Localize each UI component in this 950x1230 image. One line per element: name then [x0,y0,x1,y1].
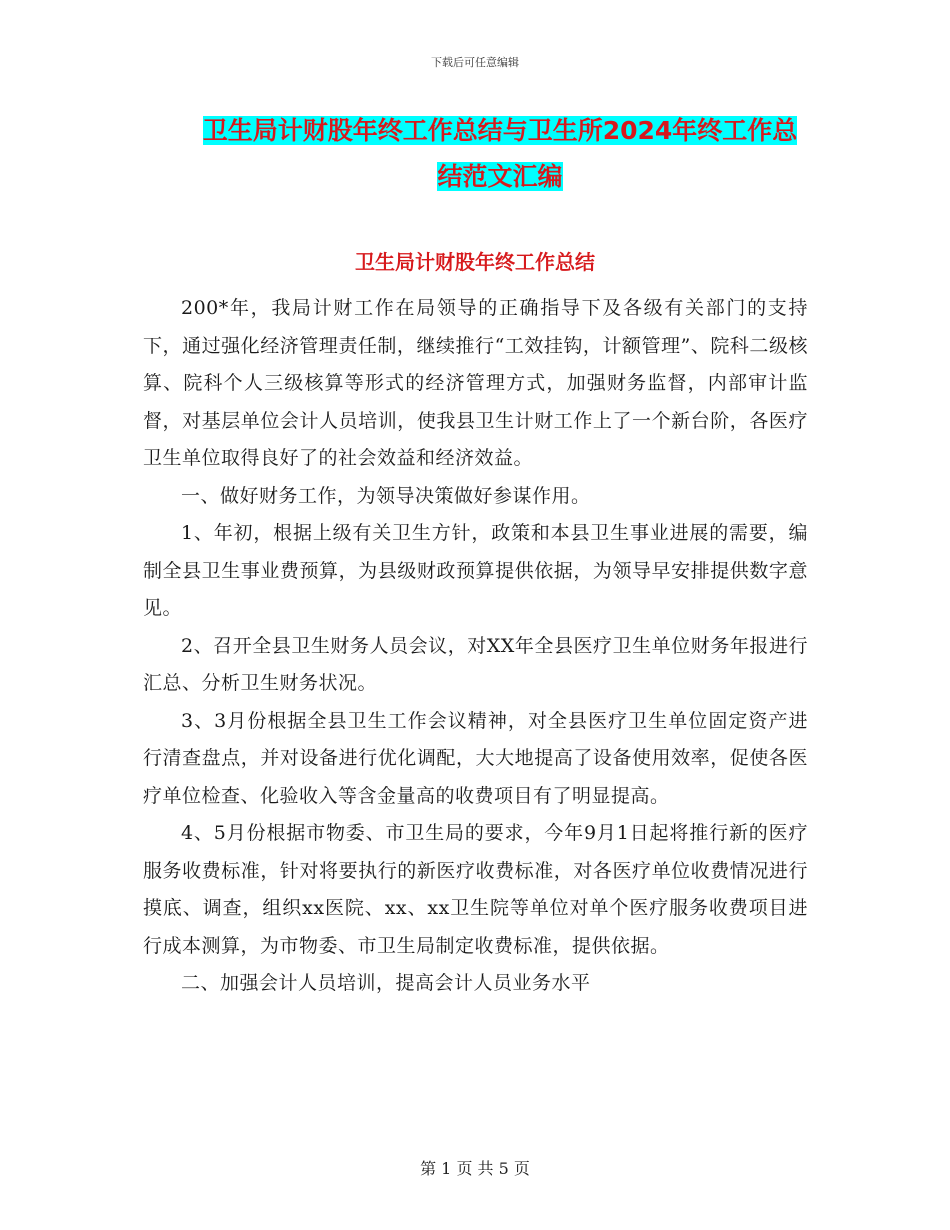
paragraph-item-3: 3、3月份根据全县卫生工作会议精神，对全县医疗卫生单位固定资产进行清查盘点，并对设备进行优化调配，大大地提高了设备使用效率，促使各医疗单位检查、化验收入等含金量高的收费项目有了明显提高。 [143,709,808,807]
document-title-line-1: 卫生局计财股年终工作总结与卫生所2024年终工作总 [202,116,798,145]
document-title-line-2: 结范文汇编 [437,162,563,191]
paragraph-heading-2: 二、加强会计人员培训，提高会计人员业务水平 [181,972,591,994]
section-title: 卫生局计财股年终工作总结 [355,250,595,274]
paragraph-item-4: 4、5月份根据市物委、市卫生局的要求，今年9月1日起将推行新的医疗服务收费标准，针对将要执行的新医疗收费标准，对各医疗单位收费情况进行摸底、调查，组织xx医院、xx、xx卫生院等单位对单个医疗服务收费项目进行成本测算，为市物委、市卫生局制定收费标准，提供依据。 [143,822,808,957]
paragraph-item-1: 1、年初，根据上级有关卫生方针，政策和本县卫生事业进展的需要，编制全县卫生事业费预算，为县级财政预算提供依据，为领导早安排提供数字意见。 [143,522,808,619]
page-footer: 第 1 页 共 5 页 [420,1159,530,1178]
document-title [140,108,860,200]
document-body [143,290,808,1003]
paragraph-heading-1: 一、做好财务工作，为领导决策做好参谋作用。 [181,484,591,507]
paragraph-intro: 200*年，我局计财工作在局领导的正确指导下及各级有关部门的支持下，通过强化经济管理责任制，继续推行“工效挂钩，计额管理”、院科二级核算、院科个人三级核算等形式的经济管理方式，加强财务监督，内部审计监督，对基层单位会计人员培训，使我县卫生计财工作上了一个新台阶，各医疗卫生单位取得良好了的社会效益和经济效益。 [143,297,808,469]
paragraph-item-2: 2、召开全县卫生财务人员会议，对XX年全县医疗卫生单位财务年报进行汇总、分析卫生财务状况。 [143,634,808,694]
header-note: 下载后可任意编辑 [431,56,519,69]
